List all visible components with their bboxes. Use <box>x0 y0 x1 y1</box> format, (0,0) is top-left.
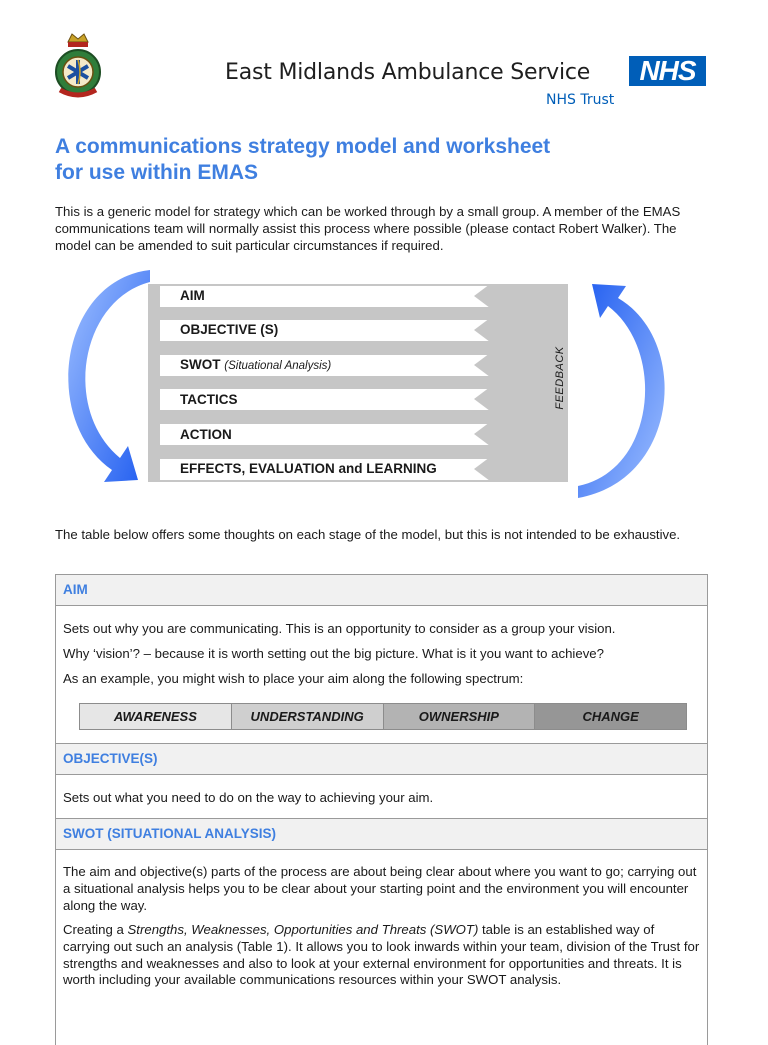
right-curved-arrow-icon <box>578 284 665 498</box>
model-label-aim: AIM <box>180 288 205 303</box>
model-label-swot: SWOT (Situational Analysis) <box>180 357 332 372</box>
intro-paragraph: This is a generic model for strategy which can be worked through by a small group. A member of the EMAS communications team will normally assist this process where possible (please contact Robert Walker). The model can be amended to suit particular circumstances if required. <box>55 204 681 253</box>
section-heading-objectives: OBJECTIVE(S) <box>56 744 707 775</box>
section-heading-aim: AIM <box>56 575 707 606</box>
page-title-line-1: A communications strategy model and worksheet <box>55 135 551 158</box>
model-label-effects: EFFECTS, EVALUATION and LEARNING <box>180 461 437 476</box>
model-label-swot-sub: (Situational Analysis) <box>224 360 332 372</box>
spectrum-ownership: OWNERSHIP <box>384 704 536 729</box>
page-title-line-2: for use within EMAS <box>55 161 259 184</box>
swot-paragraph-2: Creating a Strengths, Weaknesses, Opportunities and Threats (SWOT) table is an established way of carrying out such an analysis (Table 1). It allows you to look inwards within your team, division of the Trust for strengths and weaknesses and also to look at your external environment for opportunities and threats. It is worth including your available communications resources within your SWOT analysis. <box>63 922 700 988</box>
spectrum-change: CHANGE <box>535 704 686 729</box>
feedback-label: FEEDBACK <box>554 346 566 410</box>
nhs-trust-label: NHS Trust <box>546 92 615 108</box>
model-label-objectives: OBJECTIVE (S) <box>180 322 279 337</box>
objectives-paragraph: Sets out what you need to do on the way to achieving your aim. <box>63 790 434 805</box>
left-curved-arrow-icon <box>68 270 150 482</box>
aim-paragraph-3: As an example, you might wish to place your aim along the following spectrum: <box>63 671 524 686</box>
aim-paragraph-1: Sets out why you are communicating. This is an opportunity to consider as a group your vision. <box>63 621 616 636</box>
organisation-name: East Midlands Ambulance Service <box>225 60 591 85</box>
spectrum-awareness: AWARENESS <box>80 704 232 729</box>
model-row-aim <box>160 286 544 307</box>
model-label-tactics: TACTICS <box>180 392 238 407</box>
aim-paragraph-2: Why ‘vision’? – because it is worth setting out the big picture. What is it you want to achieve? <box>63 646 604 661</box>
page-title <box>55 134 695 186</box>
nhs-logo: NHS <box>629 56 706 86</box>
royal-crest-icon <box>46 30 110 102</box>
model-label-action: ACTION <box>180 427 232 442</box>
table-intro-paragraph: The table below offers some thoughts on each stage of the model, but this is not intended to be exhaustive. <box>55 527 681 542</box>
stage-notes-table <box>55 574 708 1045</box>
section-heading-swot: SWOT (SITUATIONAL ANALYSIS) <box>56 819 707 850</box>
spectrum-understanding: UNDERSTANDING <box>232 704 384 729</box>
strategy-model-box <box>148 284 568 482</box>
swot-paragraph-1: The aim and objective(s) parts of the process are about being clear about where you want to go; carrying out a situational analysis helps you to be clear about your starting point and the environment you will encounter along the way. <box>63 864 697 913</box>
aim-spectrum <box>79 703 687 730</box>
